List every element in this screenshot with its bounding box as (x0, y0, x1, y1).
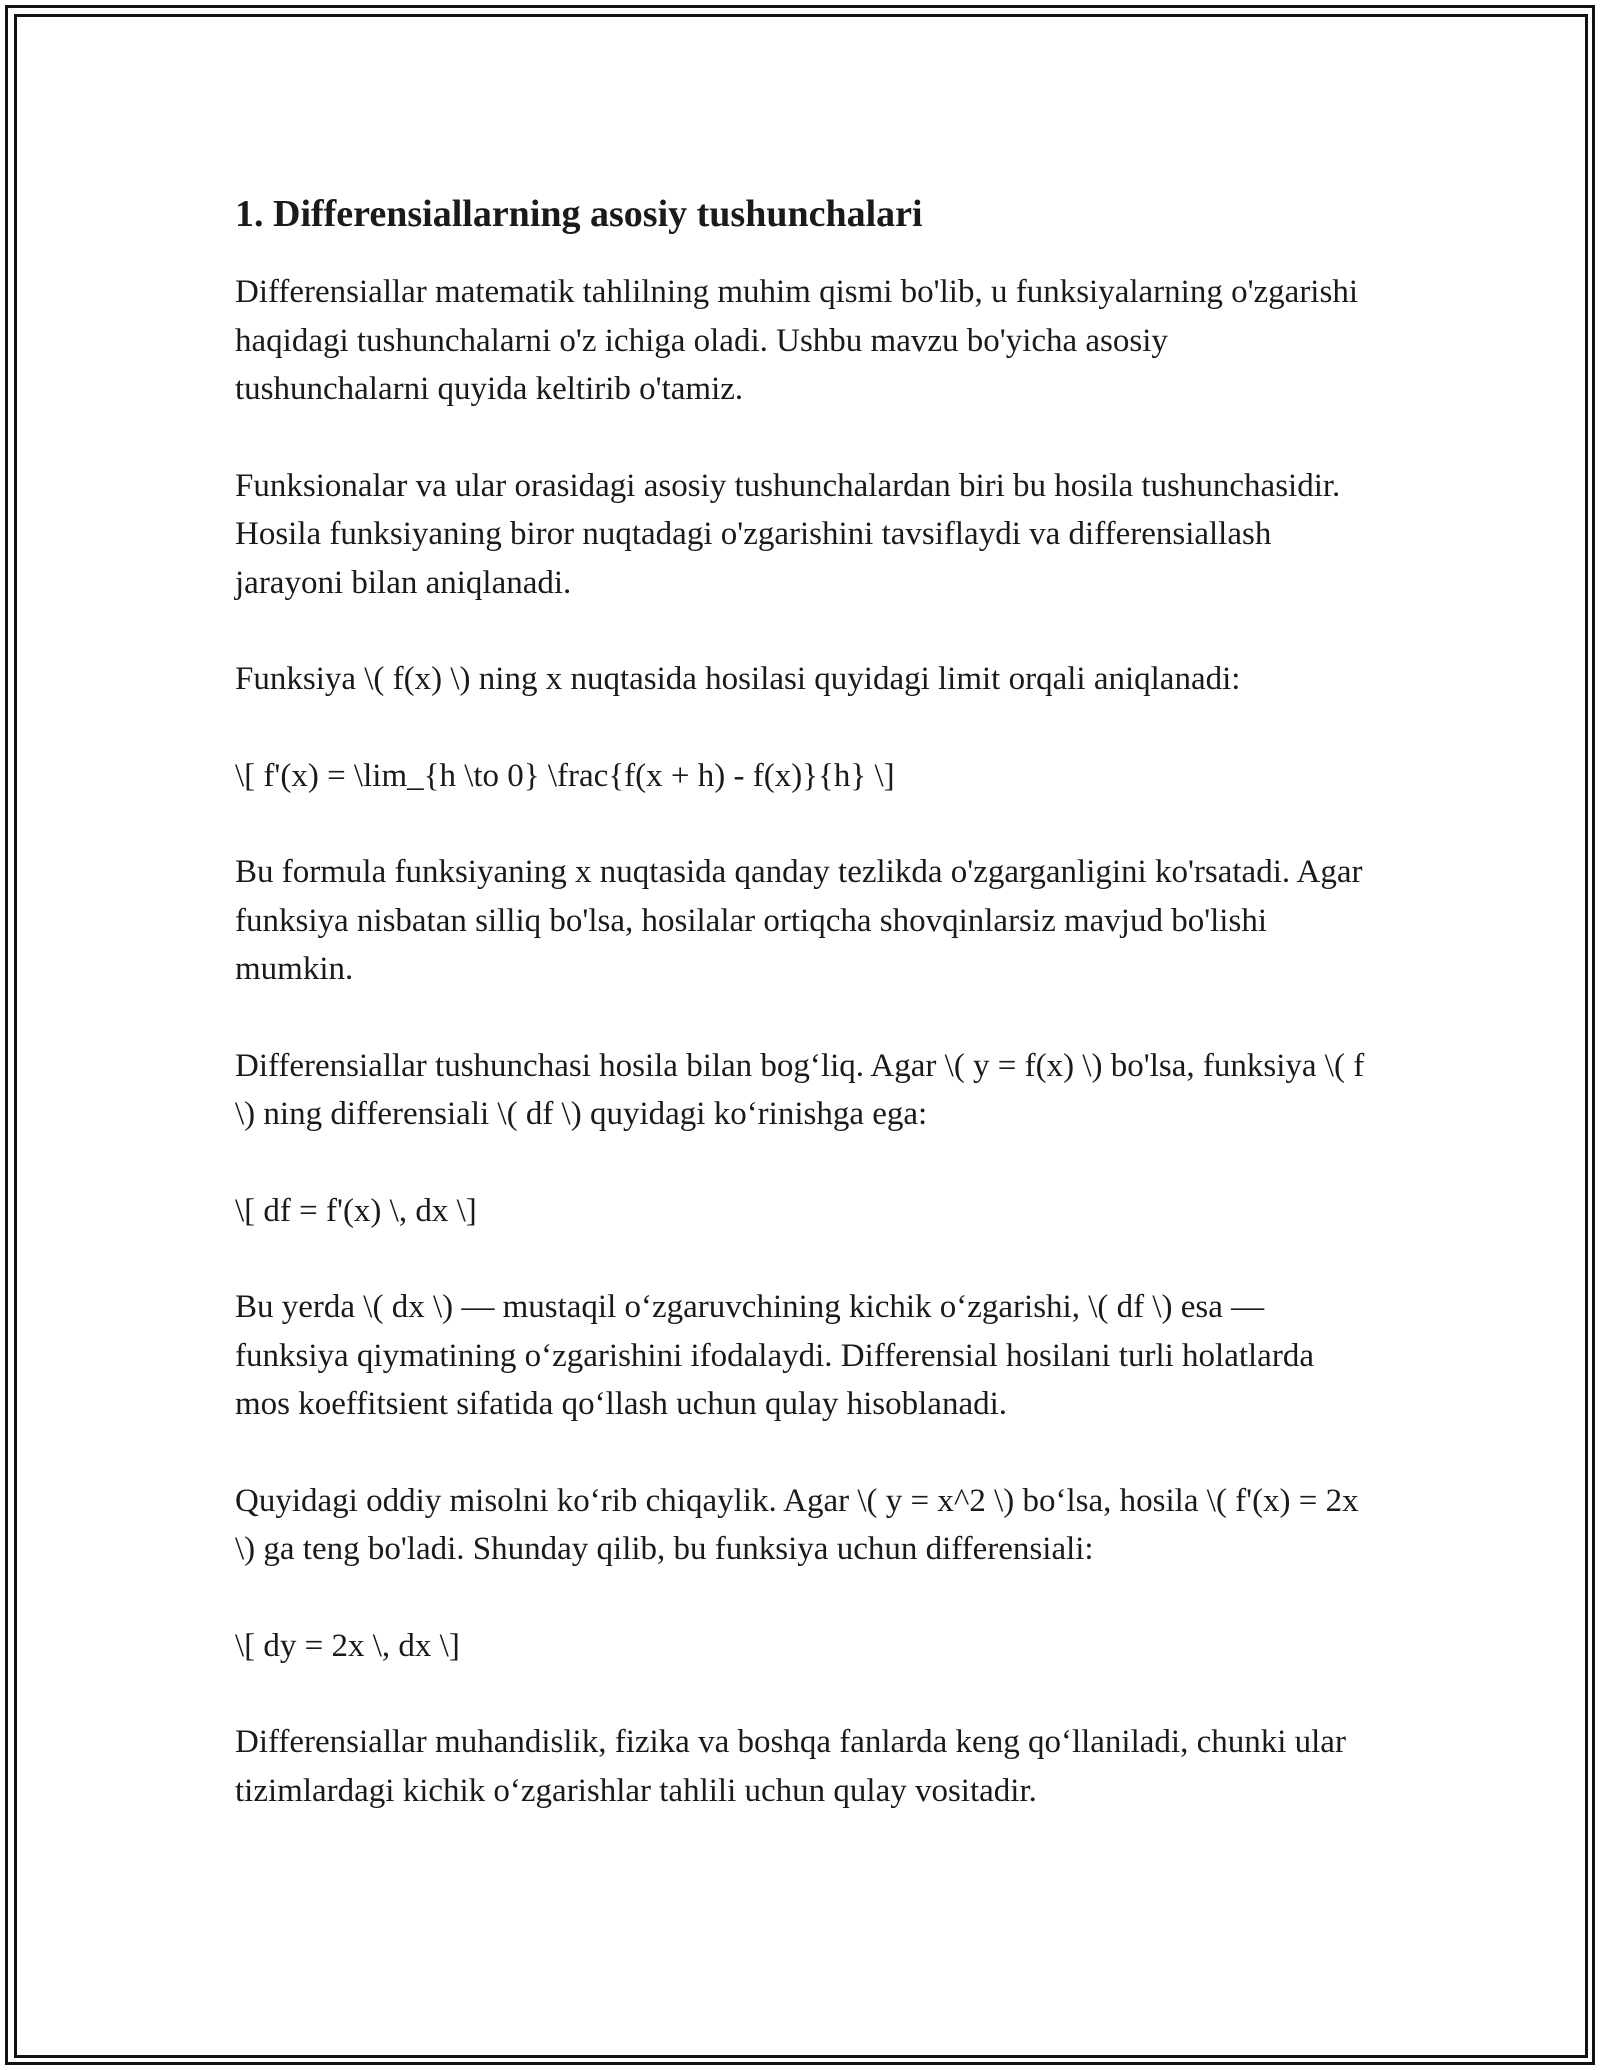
paragraph-applications: Differensiallar muhandislik, fizika va boshqa fanlarda keng qo‘llaniladi, chunki ular tizimlardagi kichik o‘zgarishlar tahlili uchun qulay vositadir. (235, 1724, 1346, 1809)
paragraph-limit-definition: Funksiya \( f(x) \) ning x nuqtasida hosilasi quyidagi limit orqali aniqlanadi: (235, 661, 1241, 697)
formula-derivative-limit: \[ f'(x) = \lim_{h \to 0} \frac{f(x + h) - f(x)}{h} \] (235, 757, 895, 794)
paragraph-differential-explanation: Bu yerda \( dx \) — mustaqil o‘zgaruvchining kichik o‘zgarishi, \( df \) esa — funksiya qiymatining o‘zgarishini ifodalaydi. Differensial hosilani turli holatlarda mos koeffitsient sifatida qo‘llash uchun qulay hisoblanadi. (235, 1289, 1314, 1422)
paragraph-differential-concept: Differensiallar tushunchasi hosila bilan bog‘liq. Agar \( y = f(x) \) bo'lsa, funksiya \( f \) ning differensiali \( df \) quyidagi ko‘rinishga ega: (235, 1047, 1365, 1132)
paragraph-derivative-concept: Funksionalar va ular orasidagi asosiy tushunchalardan biri bu hosila tushunchasidir. Hosila funksiyaning biror nuqtadagi o'zgarishini tavsiflaydi va differensiallash jarayoni bilan aniqlanadi. (235, 467, 1341, 601)
formula-example-differential: \[ dy = 2x \, dx \] (235, 1627, 460, 1664)
paragraph-intro: Differensiallar matematik tahlilning muhim qismi bo'lib, u funksiyalarning o'zgarishi haqidagi tushunchalarni o'z ichiga oladi. Ushbu mavzu bo'yicha asosiy tushunchalarni quyida keltirib o'tamiz. (235, 274, 1358, 407)
paragraph-example: Quyidagi oddiy misolni ko‘rib chiqaylik. Agar \( y = x^2 \) bo‘lsa, hosila \( f'(x) = 2x \) ga teng bo'ladi. Shunday qilib, bu funksiya uchun differensiali: (235, 1482, 1359, 1567)
section-title: 1. Differensiallarning asosiy tushunchalari (235, 193, 923, 235)
paragraph-formula-explanation: Bu formula funksiyaning x nuqtasida qanday tezlikda o'zgarganligini ko'rsatadi. Agar funksiya nisbatan silliq bo'lsa, hosilalar ortiqcha shovqinlarsiz mavjud bo'lishi mumkin. (235, 854, 1363, 987)
document-body (235, 186, 1370, 1863)
formula-differential: \[ df = f'(x) \, dx \] (235, 1192, 477, 1229)
